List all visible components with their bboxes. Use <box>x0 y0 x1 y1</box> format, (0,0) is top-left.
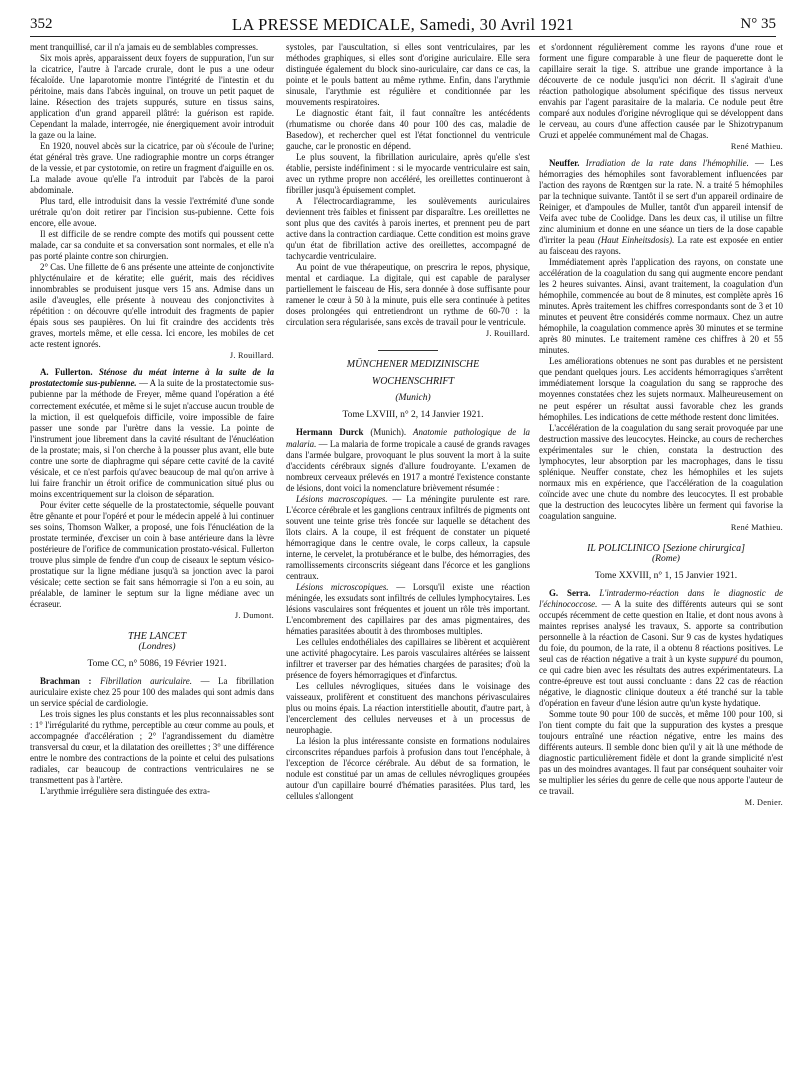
article-title: L'intradermo-réaction dans le diagnostic de l'échinococcose. <box>539 587 783 609</box>
journal-section-title: THE LANCET <box>127 630 187 642</box>
article-fullerton: A. Fullerton. Sténose du méat interne à la suite de la prostatectomie sus-pubienne. — A la suite de la prostatectomie sus-pubienne par la méthode de Freyer, même quand l'opération a été correctement exécutée, et même si le sujet n'accuse aucun trouble de la miction, il est quelquefois difficile, voire impossible de faire passer une sonde par l'urètre dans la vessie. La pointe de l'instrument joue librement dans la cavité résultant de l'énucléation de la prostate; mais, si l'on cherche à la pousser plus avant, elle bute contre une sorte de diaphragme qui sépare cette cavité de la cavité vésicale, et ce n'est parfois qu'avec beaucoup de mal qu'on arrive à lui faire franchir un étroit orifice de communication situé plus ou moins excentriquement sur la cloison de séparation. <box>30 367 275 499</box>
paragraph: Le plus souvent, la fibrillation auriculaire, après qu'elle s'est établie, persiste indéfiniment : si le myocarde ventriculaire est sain, avec un rythme propre non accéléré, les oreillettes continueront à fibriller jusqu'à épuisement complet. <box>286 152 530 196</box>
paragraph: systoles, par l'auscultation, si elles sont ventriculaires, par les méthodes graphiques, si elles sont d'origine auriculaire. Elle sera distinguée également du block sino-auriculaire, car dans ce cas, la pointe et le pouls battent au même rythme. Enfin, dans l'arythmie sinusale, l'arythmie est régulière et conditionnée par les mouvements respiratoires. <box>286 42 530 108</box>
paragraph: L'arythmie irrégulière sera distinguée des extra- <box>40 786 210 797</box>
issue-number: N° 35 <box>740 16 776 32</box>
paragraph: Somme toute 90 pour 100 de succès, et même 100 pour 100, si l'on tient compte du fait que la suppuration des kystes a presque toujours entraîné une réaction négative, entre les mains des différents auteurs. Il semble donc bien qu'il y ait là une méthode de diagnostic particulièrement fidèle et dont la grande simplicité n'est pas un des moindres avantages. Il faut par conséquent souhaiter voir se multiplier les séries du genre de celle que nous apporte l'auteur de ce travail. <box>539 708 783 797</box>
paragraph: et s'ordonnent régulièrement comme les rayons d'une roue et forment une figure comparable à une fleur de paquerette dont le capillaire serait la tige. S. attribue une grande importance à la découverte de ce nodule jusqu'ici non décrit. Il s'agirait d'une réaction pathologique absolument spécifique des tissus nerveux envahis par l'agent parasitaire de la malaria. Ce nodule peut être comparé aux nodules d'origine névroglique qui se développent dans le cerveau, au cours d'une affection causée par le Shizotrypanum Cruzi et appelée communément mal de Chagas. <box>539 42 783 141</box>
article-title: Irradiation de la rate dans l'hémophilie. <box>585 158 749 169</box>
page-header <box>30 14 776 36</box>
journal-city: (Munich) <box>395 393 431 404</box>
paragraph: Le diagnostic étant fait, il faut connaître les antécédents (rhumatisme ou chorée dans 40 pour 100 des cas, maladie de Basedow), et rechercher quel est l'état fonctionnel du ventricule gauche, car le pronostic en dépend. <box>286 108 530 152</box>
article-title: Fibrillation auriculaire. <box>100 675 192 686</box>
author-signature: René Mathieu. <box>730 522 783 532</box>
paragraph: Les cellules endothéliales des capillaires se libèrent et acquièrent une activité phagocytaire. Les parois vasculaires altérées se laissent infiltrer et traverser par des hématies chargées de parasites; d'où la présence de foyers hémorragiques et d'infarctus. <box>286 636 530 680</box>
paragraph: Les améliorations obtenues ne sont pas durables et ne persistent que pendant quelques jours. Les accidents hémorragiques s'arrêtent immédiatement lorsque la coagulation du sang se rapproche des moyennes constatées chez les sujets normaux. Malheureusement on ne peut espérer un résultat aussi favorable chez les grands hémophiles. Les indications de cette méthode restent donc limitées. <box>539 356 783 422</box>
journal-city: (Rome) <box>652 553 680 564</box>
paragraph: L'accélération de la coagulation du sang serait provoquée par une destruction massive des leucocytes. Heincke, au cours de recherches expérimentales sur le chien, constata la destruction des lymphocytes, leur absorption par les macrophages, dans le tissu splénique. Neuffer constate, chez les hémophiles et les sujets normaux mis en expérience, que l'accélération de la coagulation coïncide avec une chute du nombre des leucocytes. Il est probable que la destruction des leucocytes libère un ferment qui favorise la coagulation sanguine. <box>539 422 783 521</box>
article-author: G. Serra. <box>549 587 591 598</box>
paragraph: 2° Cas. Une fillette de 6 ans présente une atteinte de conjonctivite phlycténulaire et de kératite; elle guérit, mais des récidives innombrables se produisent jusque vers 15 ans. Admise dans un asile d'aveugles, elle présente à nouveau des conjonctivites à répétition : on découvre qu'elle introduit des fragments de papier épais sous ses paupières. On lui fit craindre des accidents très graves, mortels même, et elle cessa. Ici encore, les mobiles de cet acte restent ignorés. <box>30 262 274 350</box>
journal-masthead: LA PRESSE MEDICALE, Samedi, 30 Avril 1921 <box>231 15 574 34</box>
section-divider <box>378 350 438 351</box>
paragraph: Immédiatement après l'application des rayons, on constate une accélération de la coagulation du sang qui augmente encore pendant les 2 heures suivantes. Ainsi, avant traitement, la coagulation d'un hémophile, commencée au bout de 8 minutes, est complète après 16 minutes. Après traitement les chiffres correspondants sont de 3 et 10 minutes et peuvent être considérés comme normaux. Chez un autre hémophile, la coagulation commence après 30 minutes et se termine après 80 minutes. Le traitement ramène ces chiffres à 20 et 55 minutes. <box>539 257 783 356</box>
journal-section-title: MÜNCHENER MEDIZINISCHE <box>346 359 480 371</box>
article-serra: G. Serra. L'intradermo-réaction dans le diagnostic de l'échinococcose. — A la suite des différents auteurs qui se sont occupés récemment de cette question en Italie, et dont nous avons à maintes reprises analysé les travaux, S. apporte sa contribution personnelle à la réaction de Casoni. Sur 9 cas de kystes hydatiques du foie, du poumon, de la rate, il a obtenu 8 réactions positives. Le seul cas de réaction négative a trait à un kyste suppuré du poumon, ce qui cadre bien avec les résultats des autres expérimentateurs. La contre-épreuve est tout aussi concluante : dans 22 cas de réaction négative, le diagnostic clinique douteux a été tranché sur la table d'opération en faveur d'une lésion autre qu'un kyste hydatique. <box>539 587 783 708</box>
journal-section-title-line2: WOCHENSCHRIFT <box>371 376 455 388</box>
journal-section-title: IL POLICLINICO [Sezione chirurgica] <box>586 542 746 554</box>
paragraph: Les trois signes les plus constants et les plus reconnaissables sont : 1° l'irrégularité du rythme, perceptible au cœur comme au pouls, et accompagnée d'accélération ; 2° l'agrandissement du diamètre transversal du cœur, et la dilatation des oreillettes ; 3° une différence entre le nombre des contractions de la pointe et celui des pulsations radiales, car beaucoup de contractions ventriculaires ne se transmettent pas à l'artère. <box>30 708 274 785</box>
article-author: A. Fullerton. <box>40 367 93 378</box>
journal-issue: Tome LXVIII, n° 2, 14 Janvier 1921. <box>342 410 484 421</box>
journal-issue: Tome XXVIII, n° 1, 15 Janvier 1921. <box>594 570 738 581</box>
paragraph: Plus tard, elle introduisit dans la vessie l'extrémité d'une sonde urétrale qu'on doit retirer par l'incision sus-pubienne. Cette fois encore, elle avoue. <box>30 196 274 229</box>
journal-issue: Tome CC, n° 5086, 19 Février 1921. <box>87 658 227 669</box>
column-3 <box>539 42 783 808</box>
article-author: Brachman : <box>40 675 92 686</box>
article-brachman: Brachman : Fibrillation auriculaire. — La fibrillation auriculaire existe chez 25 pour 100 des malades qui sont admis dans un service spécial de cardiologie. <box>30 675 274 708</box>
journal-city: (Londres) <box>138 641 176 652</box>
author-signature: J. Dumont. <box>234 610 274 620</box>
article-durck: Hermann Durck (Munich). Anatomie pathologique de la malaria. — La malaria de forme tropicale a causé de grands ravages dans l'armée bulgare, provoquant le plus souvent la mort à la suite d'accidents cérébraux signés d'allure foudroyante. L'examen de nombreux cerveaux prélevés en 1917 a montré l'existence constante de lésions, dont voici la nomenclature brièvement résumée : <box>286 427 530 493</box>
author-signature: J. Rouillard. <box>229 351 274 361</box>
paragraph: Pour éviter cette séquelle de la prostatectomie, séquelle pouvant être gênante et pour l'opéré et pour le médecin appelé à lui continuer ses soins, Thomson Walker, a proposé, une fois l'énucléation de la prostate terminée, d'exciser un coin à base antérieure dans la lèvre postérieure de l'orifice de communication prostato-vésical. Fullerton trouve plus simple de fendre d'un coup de ciseaux le septum vésico-prostatique sur la ligne médiane jusqu'à sa jonction avec la paroi vésicale; cette section se fait sans hémorragie si l'on a eu soin, au préalable, de laminer le septum sur la ligne médiane avec un écraseur. <box>30 499 274 609</box>
paragraph: Lésions microscopiques. — Lorsqu'il existe une réaction méningée, les exsudats sont infiltrés de cellules lymphocytaires. Les lésions vasculaires sont fréquentes et jouent un rôle très important. L'encombrement des capillaires par des amas pigmentaires, des hématies parasitées aboutit à des thromboses multiples. <box>286 581 530 636</box>
page-number: 352 <box>30 16 53 32</box>
paragraph: Lésions macroscopiques. — La méningite purulente est rare. L'écorce cérébrale et les ganglions centraux infiltrés de pigments ont souvent une teinte grise très foncée sur laquelle se détachent des îlots clairs. A la coupe, il est fréquent de constater un piqueté hémorragique dans le centre ovale, le corps calleux, la capsule interne, le cervelet, la protubérance et le bulbe, des hémorragies, des ramollissements circonscrits siégeant dans l'écorce et les ganglions centraux. <box>286 493 530 581</box>
author-signature: M. Denier. <box>744 798 783 808</box>
header-rule <box>30 36 776 37</box>
paragraph: La lésion la plus intéressante consiste en formations nodulaires circonscrites répandues parfois à profusion dans tout l'encéphale, à l'exception de l'écorce cérébrale. Au début de sa formation, le nodule est constitué par un amas de cellules névrogliques groupées autour d'un capillaire bourré d'hématies parasitées. Plus tard, les cellules s'allongent <box>286 735 530 801</box>
author-signature: René Mathieu. <box>730 142 783 152</box>
paragraph: Six mois après, apparaissent deux foyers de suppuration, l'un sur la cicatrice, l'autre à l'arcade crurale, dont le pus a une odeur fécaloïde. Une laparotomie montre l'intégrité de l'intestin et du péritoine, mais dans l'abcès inguinal, on trouve un petit paquet de laine. Résection des trajets suppurés, suture en tissus sains, application d'un grand appareil plâtré: la guérison est rapide. Cependant la malade, interrogée, nie énergiquement avoir introduit la gaze ou la laine. <box>30 53 274 141</box>
article-author: Hermann Durck <box>296 427 364 438</box>
paragraph: ment tranquillisé, car il n'a jamais eu de semblables compresses. <box>30 42 259 52</box>
article-title: Sténose du méat interne à la suite de la prostatectomie sus-pubienne. <box>30 367 275 389</box>
paragraph: Il est difficile de se rendre compte des motifs qui poussent cette malade, car sa conduite et sa conversation sont normales, et elle n'a pas porté plainte contre son chirurgien. <box>30 229 274 262</box>
article-neuffer: Neuffer. Irradiation de la rate dans l'hémophilie. — Les hémorragies des hémophiles sont favorablement influencées par l'action des rayons de Rœntgen sur la rate. N. a traité 5 hémophiles par la technique suivante. Tantôt il se sert d'un appareil ordinaire de Reiniger, et d'ampoules de Muller, tantôt d'un appareil intensif de Veifa avec tube de Coolidge. Dans les deux cas, il utilise un filtre zinc aluminium et donne en une séance un tiers de la dose capable d'irriter la peau (Haut Einheitsdosis). La rate est exposée en entier au faisceau des rayons. <box>539 158 784 257</box>
column-2 <box>286 42 530 802</box>
article-author: Neuffer. <box>549 158 580 169</box>
paragraph: Au point de vue thérapeutique, on prescrira le repos, physique, mental et cardiaque. La digitale, qui est capable de paralyser partiellement le faisceau de His, sera donnée à dose suffisante pour ramener le cœur à 50 à la minute, puis elle sera continuée à petites doses prolongées qui entretiendront un rythme de 60-70 : la circulation sera régularisée, sans excès de travail pour le ventricule. <box>286 262 530 328</box>
paragraph: Les cellules névrogliques, situées dans le voisinage des vaisseaux, prolifèrent et constituent des manchons périvasculaires plus ou moins épais. La réaction interstitielle aboutit, d'autre part, à l'encerclement des cellules nerveuses et à un processus de neurophagie. <box>286 680 530 735</box>
paragraph: A l'électrocardiagramme, les soulèvements auriculaires deviennent très faibles et finissent par disparaître. Les oreillettes ne sont plus que des cavités à parois inertes, et prennent peu de part active dans la contraction cardiaque. Cette condition est moins grave qu'un état de fibrillation active des oreillettes, accompagné de tachycardie ventriculaire. <box>286 196 530 262</box>
column-1 <box>30 42 274 797</box>
article-title: Anatomie pathologique de la malaria. <box>286 427 530 449</box>
author-signature: J. Rouillard. <box>485 329 530 339</box>
paragraph: En 1920, nouvel abcès sur la cicatrice, par où s'écoule de l'urine; état général très grave. Une radiographie montre un corps étranger de la vessie, et par cystotomie, on retire un fragment d'aiguille en os. La malade avoue qu'elle l'a introduit par l'abcès de la paroi abdominale. <box>30 141 274 196</box>
